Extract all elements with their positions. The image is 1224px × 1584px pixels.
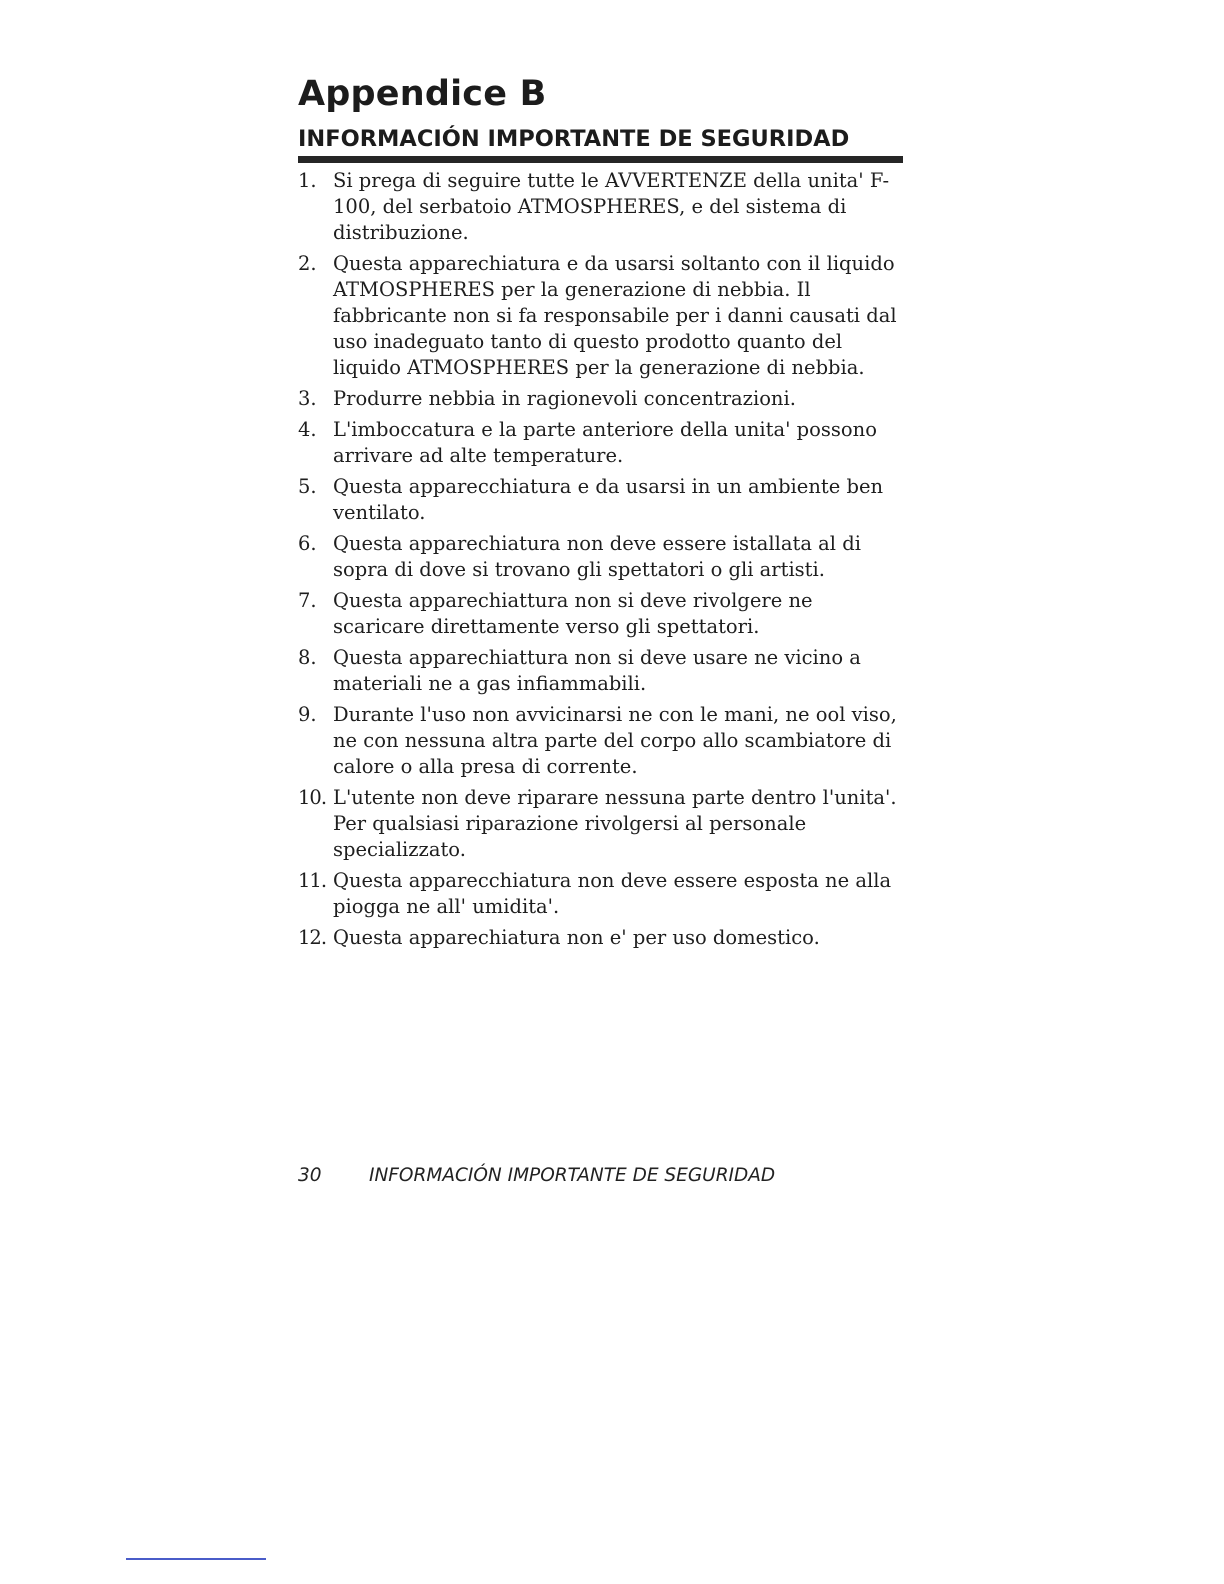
list-item bbox=[298, 645, 898, 697]
list-item bbox=[298, 531, 898, 583]
item-text: Questa apparecchiatura non deve essere esposta ne alla piogga ne all' umidita'. bbox=[333, 869, 892, 918]
item-number: 7. bbox=[298, 589, 317, 612]
item-text: Produrre nebbia in ragionevoli concentrazioni. bbox=[333, 387, 796, 410]
list-item bbox=[298, 702, 898, 780]
item-number: 8. bbox=[298, 646, 317, 669]
item-text: Durante l'uso non avvicinarsi ne con le mani, ne ool viso, ne con nessuna altra parte del corpo allo scambiatore di calore o alla presa di corrente. bbox=[333, 703, 897, 778]
list-item bbox=[298, 588, 898, 640]
list-item bbox=[298, 785, 898, 863]
safety-instructions-list bbox=[298, 168, 898, 956]
page-footer bbox=[298, 1163, 775, 1189]
list-item bbox=[298, 168, 898, 246]
list-item bbox=[298, 868, 898, 920]
item-number: 3. bbox=[298, 387, 317, 410]
page-number: 30 bbox=[298, 1165, 322, 1186]
item-text: Questa apparechiattura non si deve rivolgere ne scaricare direttamente verso gli spettatori. bbox=[333, 589, 813, 638]
item-number: 6. bbox=[298, 532, 317, 555]
item-text: Questa apparechiatura non deve essere istallata al di sopra di dove si trovano gli spettatori o gli artisti. bbox=[333, 532, 861, 581]
appendix-title: Appendice B bbox=[298, 74, 547, 114]
item-text: Questa apparechiatura non e' per uso domestico. bbox=[333, 926, 820, 949]
list-item bbox=[298, 417, 898, 469]
list-item bbox=[298, 925, 898, 951]
section-heading: INFORMACIÓN IMPORTANTE DE SEGURIDAD bbox=[298, 126, 850, 152]
item-number: 10. bbox=[298, 786, 327, 809]
item-number: 11. bbox=[298, 869, 327, 892]
list-item bbox=[298, 474, 898, 526]
item-number: 12. bbox=[298, 926, 327, 949]
item-text: Si prega di seguire tutte le AVVERTENZE della unita' F-100, del serbatoio ATMOSPHERES, e del sistema di distribuzione. bbox=[333, 169, 890, 244]
item-text: L'utente non deve riparare nessuna parte dentro l'unita'. Per qualsiasi riparazione rivolgersi al personale specializzato. bbox=[333, 786, 897, 861]
item-number: 4. bbox=[298, 418, 317, 441]
item-number: 9. bbox=[298, 703, 317, 726]
heading-rule bbox=[298, 156, 903, 163]
list-item bbox=[298, 386, 898, 412]
item-text: Questa apparechiatura e da usarsi soltanto con il liquido ATMOSPHERES per la generazione di nebbia. Il fabbricante non si fa responsabile per i danni causati dal uso inadeguato tanto di questo prodotto quanto del liquido ATMOSPHERES per la generazione di nebbia. bbox=[333, 252, 897, 379]
list-item bbox=[298, 251, 898, 381]
running-title: INFORMACIÓN IMPORTANTE DE SEGURIDAD bbox=[369, 1165, 776, 1186]
item-number: 1. bbox=[298, 169, 317, 192]
item-text: Questa apparecchiatura e da usarsi in un ambiente ben ventilato. bbox=[333, 475, 884, 524]
item-number: 2. bbox=[298, 252, 317, 275]
item-text: Questa apparechiattura non si deve usare ne vicino a materiali ne a gas infiammabili. bbox=[333, 646, 861, 695]
item-number: 5. bbox=[298, 475, 317, 498]
bottom-edge-mark bbox=[126, 1558, 266, 1560]
item-text: L'imboccatura e la parte anteriore della unita' possono arrivare ad alte temperature. bbox=[333, 418, 877, 467]
